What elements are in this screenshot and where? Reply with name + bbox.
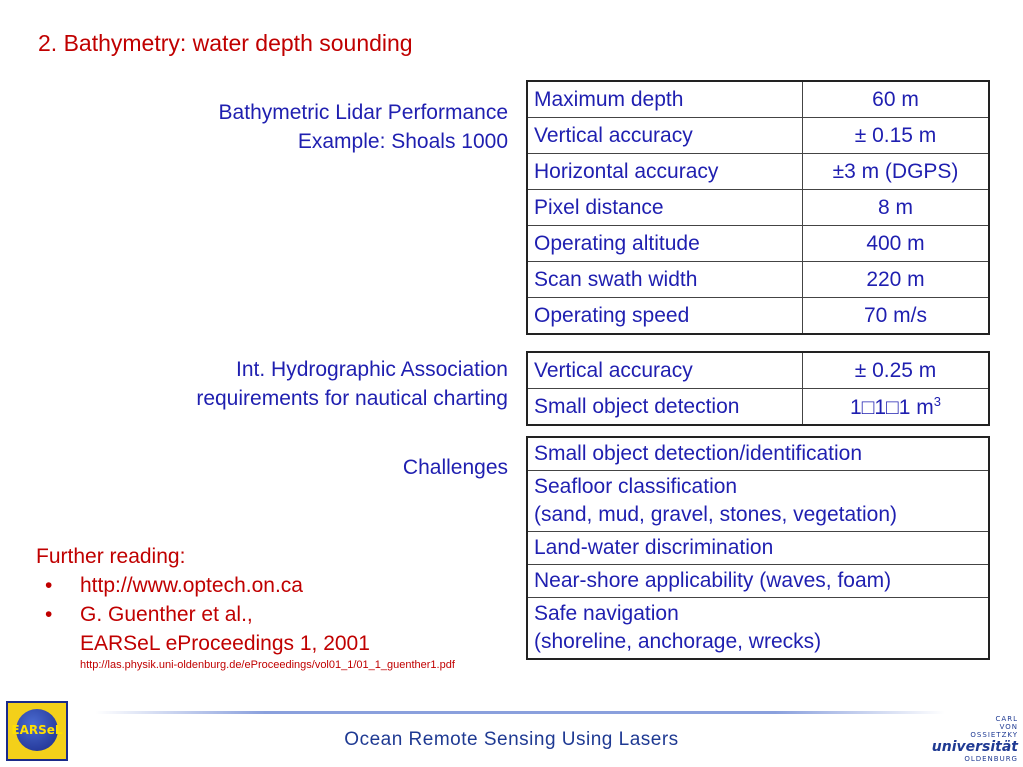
- table-row: [527, 118, 989, 154]
- table-cell-value: 60 m: [803, 81, 990, 118]
- value-text: 1□1□1 m: [850, 395, 934, 419]
- challenge-line1: Seafloor classification: [534, 475, 738, 498]
- challenge-item: [527, 532, 989, 565]
- table-row: [527, 190, 989, 226]
- further-reading: [36, 542, 455, 671]
- bullet-icon: •: [45, 574, 53, 597]
- iho-label: [196, 355, 508, 413]
- list-item: [36, 571, 370, 600]
- table-row: [527, 352, 989, 389]
- challenge-item: [527, 598, 989, 660]
- performance-label-line2: Example: Shoals 1000: [297, 130, 508, 153]
- earsel-logo-text: EARSeL: [11, 723, 63, 737]
- table-row: [527, 226, 989, 262]
- reading-link-pdf[interactable]: http://las.physik.uni-oldenburg.de/eProceedings/vol01_1/01_1_guenther1.pdf: [80, 659, 455, 671]
- table-cell-value: 8 m: [803, 190, 990, 226]
- challenge-item: [527, 471, 989, 532]
- slide-title: 2. Bathymetry: water depth sounding: [38, 30, 413, 56]
- reading-item2-line1: G. Guenther et al.,: [80, 603, 253, 626]
- table-cell-key: Pixel distance: [527, 190, 803, 226]
- challenge-item: [527, 437, 989, 471]
- challenge-line1: Land-water discrimination: [534, 536, 774, 559]
- performance-label: [219, 98, 508, 156]
- table-row: [527, 262, 989, 298]
- table-row: [527, 298, 989, 335]
- challenges-label: Challenges: [402, 456, 508, 479]
- challenge-line1: Near-shore applicability (waves, foam): [534, 569, 892, 592]
- further-reading-heading: Further reading:: [36, 545, 186, 568]
- challenge-line2: (shoreline, anchorage, wrecks): [534, 630, 822, 653]
- performance-table: [526, 80, 990, 335]
- table-cell-value: ± 0.25 m: [803, 352, 990, 389]
- reading-item2-line2: EARSeL eProceedings 1, 2001: [80, 632, 370, 655]
- table-cell-key: Operating speed: [527, 298, 803, 335]
- footer-title: Ocean Remote Sensing Using Lasers: [344, 729, 679, 750]
- table-row: [527, 437, 989, 471]
- table-row: [527, 81, 989, 118]
- iho-table: [526, 351, 990, 426]
- table-row: [527, 532, 989, 565]
- challenges-table: [526, 436, 990, 660]
- further-reading-list: [36, 571, 370, 658]
- table-row: [527, 471, 989, 532]
- table-row: [527, 154, 989, 190]
- uni-logo-line1: CARL: [995, 715, 1018, 723]
- table-cell-value: 220 m: [803, 262, 990, 298]
- table-cell-value: 70 m/s: [803, 298, 990, 335]
- challenge-line2: (sand, mud, gravel, stones, vegetation): [534, 503, 898, 526]
- table-cell-key: Maximum depth: [527, 81, 803, 118]
- table-row: [527, 598, 989, 660]
- table-cell-key: Horizontal accuracy: [527, 154, 803, 190]
- uni-logo-line2: VON: [999, 723, 1018, 731]
- list-item: [36, 600, 370, 658]
- value-superscript: 3: [933, 393, 941, 409]
- footer-divider: [95, 711, 945, 714]
- table-cell-key: Small object detection: [527, 389, 803, 426]
- table-cell-value: ± 0.15 m: [803, 118, 990, 154]
- table-row: [527, 389, 989, 426]
- iho-label-line1: Int. Hydrographic Association: [236, 358, 508, 381]
- reading-link-optech[interactable]: http://www.optech.on.ca: [80, 574, 303, 597]
- iho-label-line2: requirements for nautical charting: [196, 387, 508, 410]
- table-row: [527, 565, 989, 598]
- table-cell-key: Scan swath width: [527, 262, 803, 298]
- bullet-icon: •: [45, 603, 53, 626]
- table-cell-key: Vertical accuracy: [527, 352, 803, 389]
- uni-logo-bottom: OLDENBURG: [964, 755, 1018, 763]
- challenge-line1: Small object detection/identification: [534, 442, 863, 465]
- university-logo: [928, 715, 1018, 763]
- table-cell-value: [803, 389, 990, 426]
- performance-label-line1: Bathymetric Lidar Performance: [218, 101, 508, 124]
- uni-logo-line3: OSSIETZKY: [970, 731, 1018, 739]
- uni-logo-main: universität: [931, 739, 1018, 755]
- table-cell-value: ±3 m (DGPS): [803, 154, 990, 190]
- table-cell-key: Vertical accuracy: [527, 118, 803, 154]
- table-cell-value: 400 m: [803, 226, 990, 262]
- table-cell-key: Operating altitude: [527, 226, 803, 262]
- challenge-line1: Safe navigation: [534, 602, 679, 625]
- challenge-item: [527, 565, 989, 598]
